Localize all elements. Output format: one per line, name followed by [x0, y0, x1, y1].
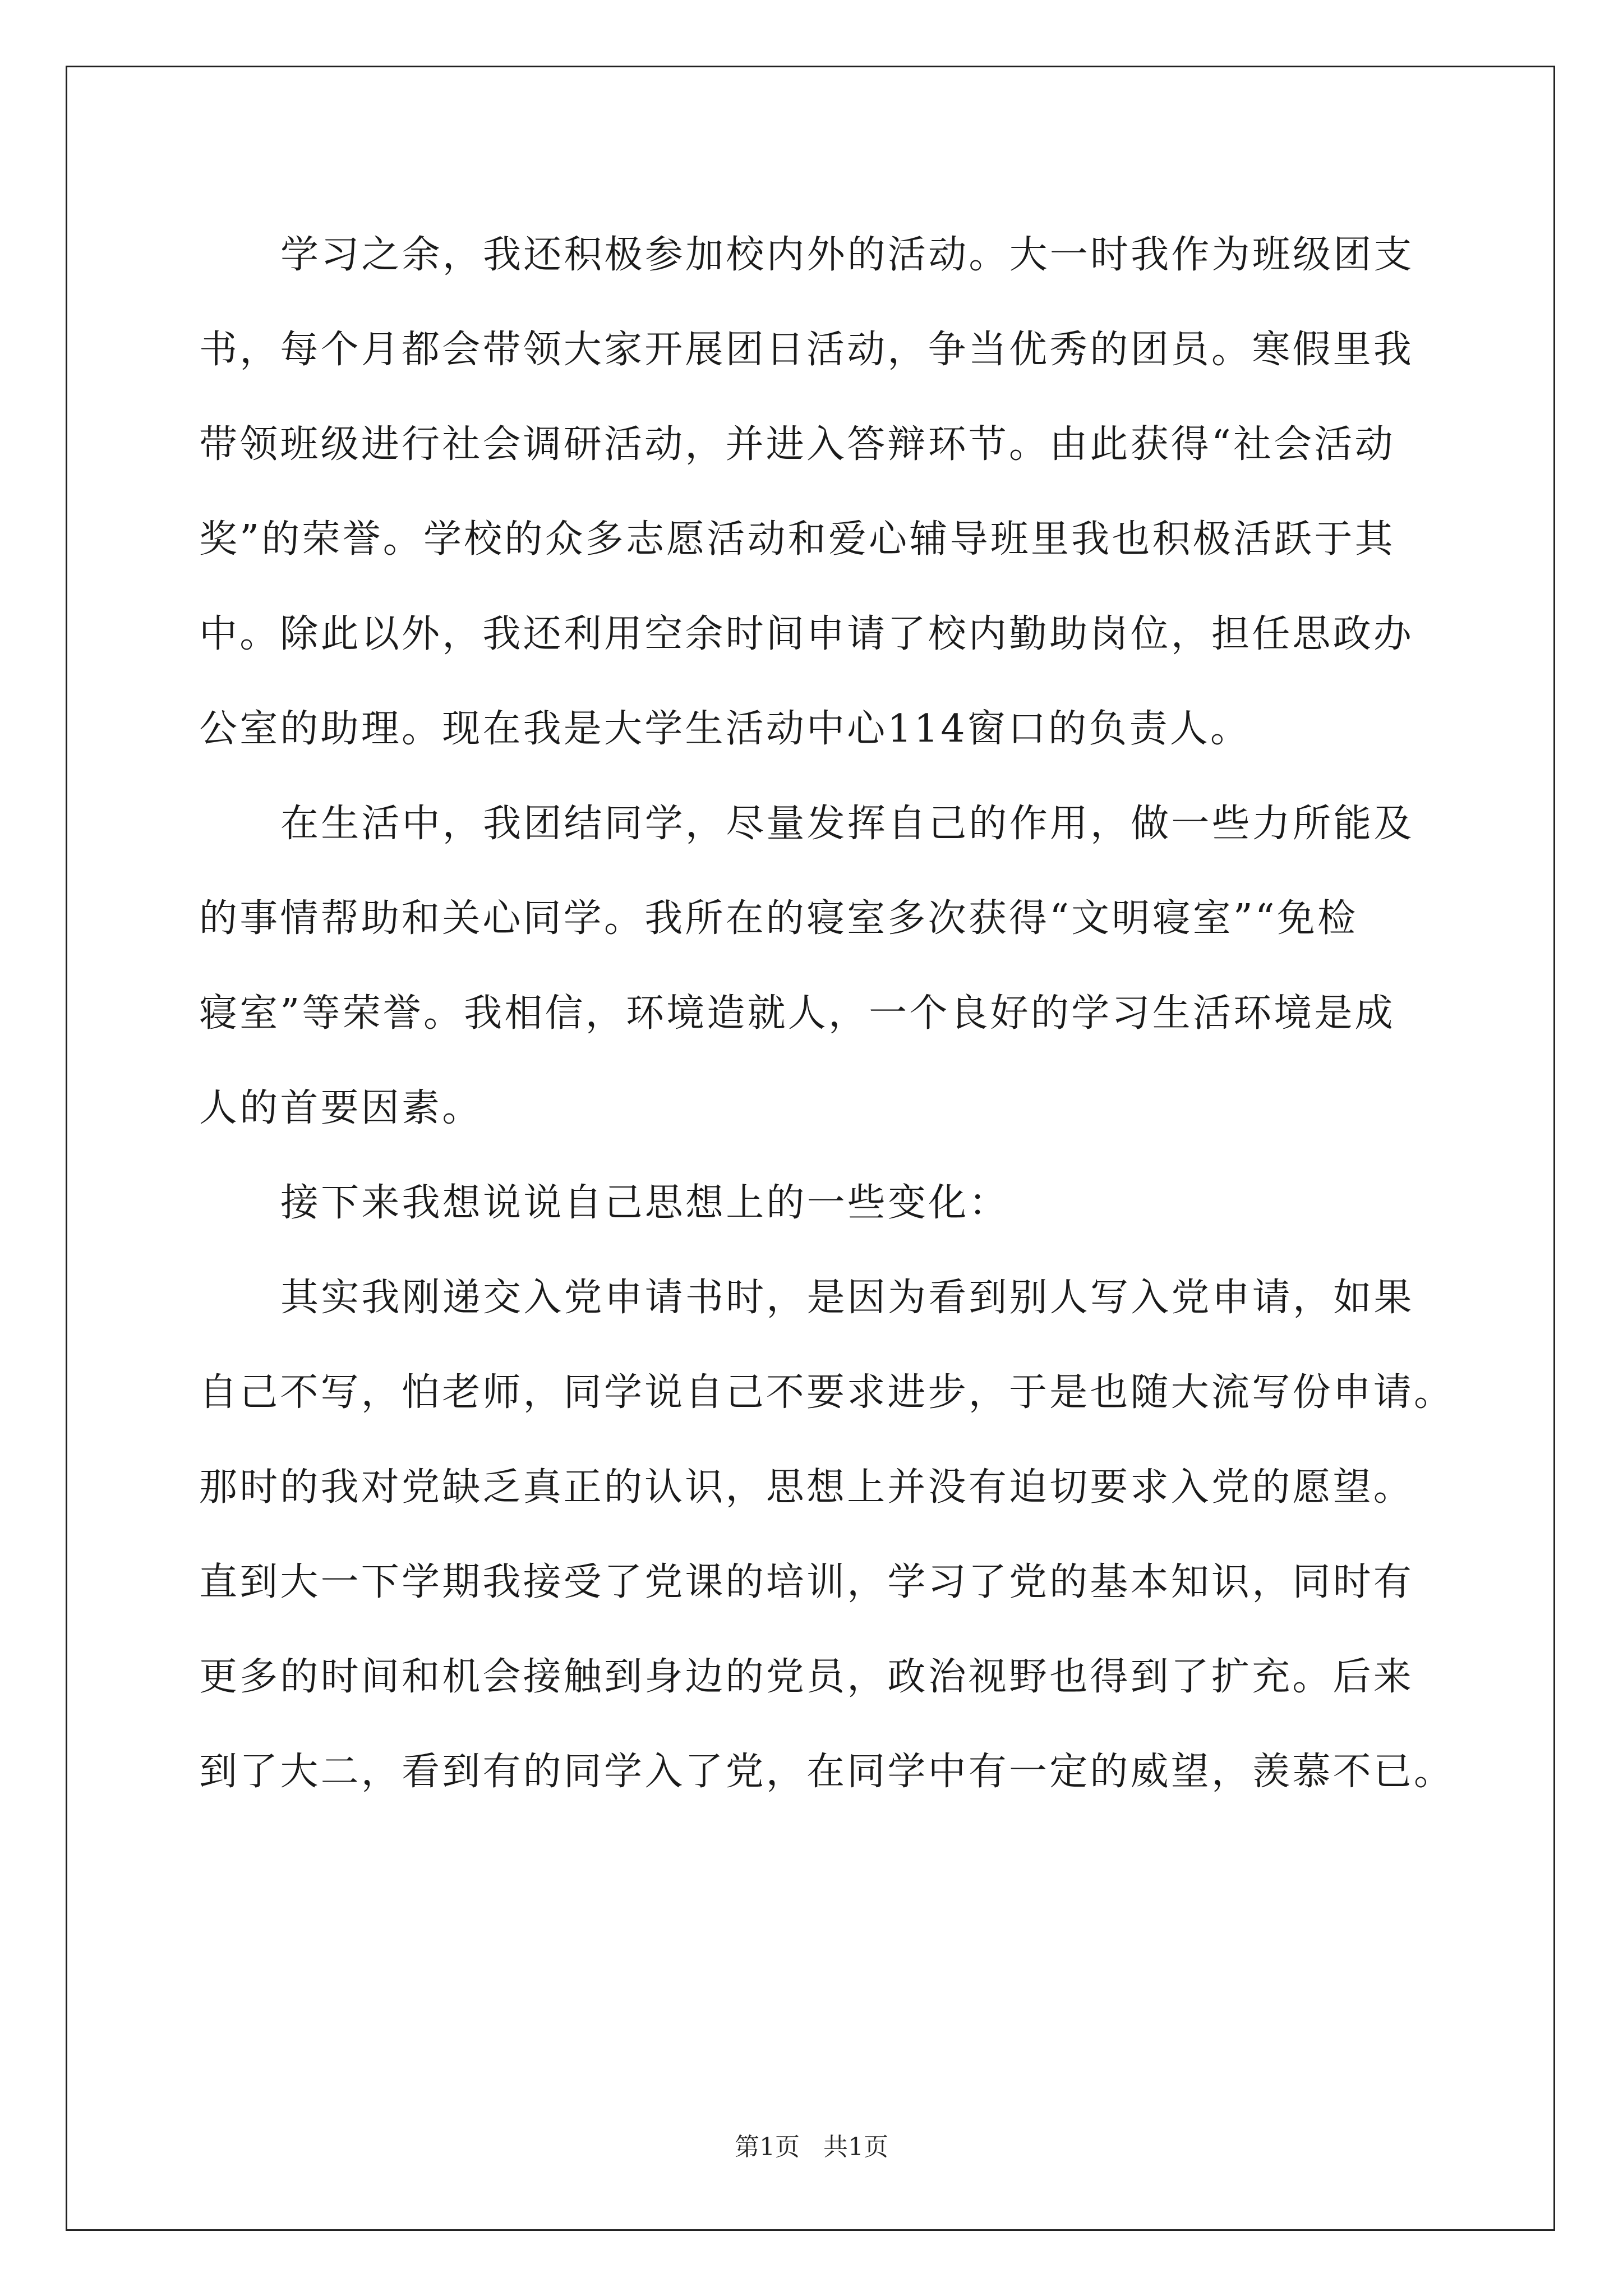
paragraph-1-line-1: 学习之余，我还积极参加校内外的活动。大一时我作为班级团支 [280, 233, 1414, 277]
page-number: 第1页 [735, 2133, 800, 2161]
paragraph-1-line-6: 公室的助理。现在我是大学生活动中心114窗口的负责人。 [199, 707, 1251, 751]
paragraph-4-line-1: 其实我刚递交入党申请书时，是因为看到别人写入党申请，如果 [280, 1276, 1414, 1320]
paragraph-3-line-1: 接下来我想说说自己思想上的一些变化： [280, 1181, 1009, 1225]
paragraph-2-line-4: 人的首要因素。 [199, 1086, 483, 1130]
page-footer [0, 2131, 1623, 2164]
document-body [199, 208, 1489, 1819]
paragraph-2-line-1: 在生活中，我团结同学，尽量发挥自己的作用，做一些力所能及 [280, 802, 1414, 846]
paragraph-2-line-3: 寝室”等荣誉。我相信，环境造就人，一个良好的学习生活环境是成 [199, 991, 1395, 1036]
paragraph-1-line-5: 中。除此以外，我还利用空余时间申请了校内勤助岗位，担任思政办 [199, 612, 1414, 656]
paragraph-1-line-2: 书，每个月都会带领大家开展团日活动，争当优秀的团员。寒假里我 [199, 328, 1414, 372]
paragraph-2-line-2: 的事情帮助和关心同学。我所在的寝室多次获得“文明寝室”“免检 [199, 896, 1358, 941]
paragraph-4-line-5: 更多的时间和机会接触到身边的党员，政治视野也得到了扩充。后来 [199, 1655, 1414, 1699]
paragraph-4-line-6: 到了大二，看到有的同学入了党，在同学中有一定的威望，羡慕不已。 [199, 1750, 1455, 1794]
page-total: 共1页 [823, 2133, 888, 2161]
paragraph-1-line-3: 带领班级进行社会调研活动，并进入答辩环节。由此获得“社会活动 [199, 422, 1395, 467]
paragraph-4-line-2: 自己不写，怕老师，同学说自己不要求进步，于是也随大流写份申请。 [199, 1370, 1455, 1415]
paragraph-4-line-3: 那时的我对党缺乏真正的认识，思想上并没有迫切要求入党的愿望。 [199, 1465, 1414, 1510]
paragraph-1-line-4: 奖”的荣誉。学校的众多志愿活动和爱心辅导班里我也积极活跃于其 [199, 517, 1395, 562]
paragraph-4-line-4: 直到大一下学期我接受了党课的培训，学习了党的基本知识，同时有 [199, 1560, 1414, 1604]
